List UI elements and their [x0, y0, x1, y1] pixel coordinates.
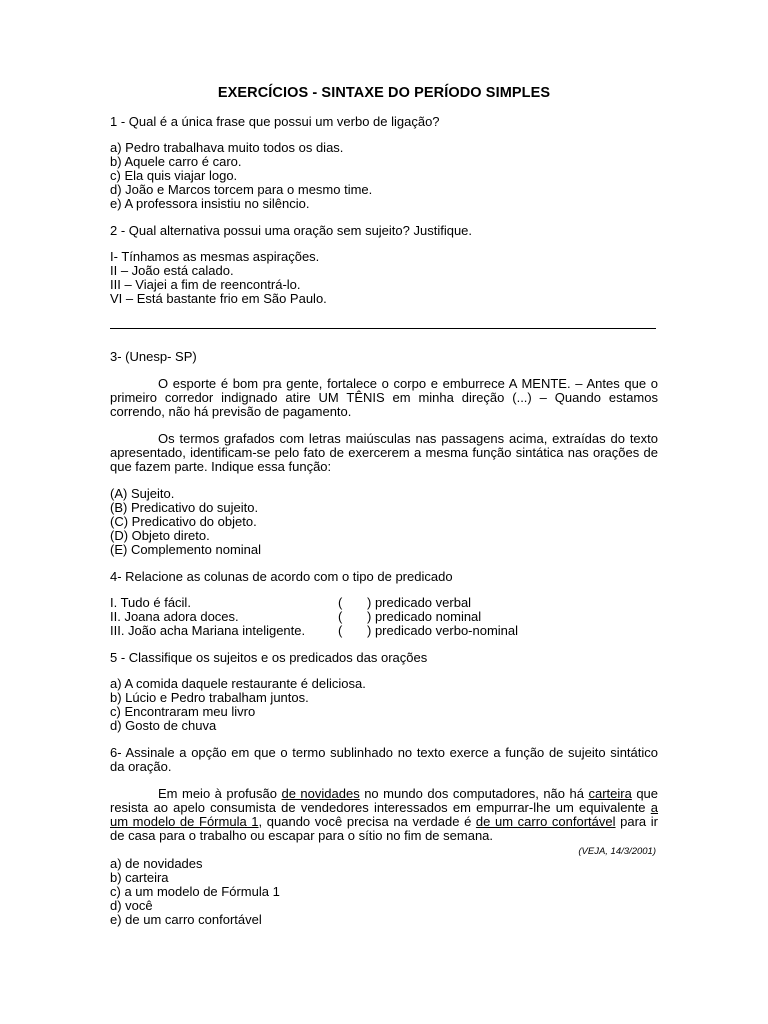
list-item: (E) Complemento nominal	[110, 542, 262, 557]
blank-paren[interactable]: (	[338, 623, 343, 638]
question-2-options	[110, 250, 658, 306]
match-left-item: II. Joana adora doces.	[110, 609, 239, 624]
list-item: II – João está calado.	[110, 263, 234, 278]
question-3-prompt: Os termos grafados com letras maiúsculas nas passagens acima, extraídas do texto apresentado, identificam-se pelo fato de exercerem a mesma função sintática nas orações de que fazem parte. Indique essa função:	[110, 431, 658, 474]
underlined-term: de novidades	[281, 786, 360, 801]
question-1-options	[110, 141, 658, 211]
match-right-label: ) predicado verbo-nominal	[367, 623, 519, 638]
underlined-term: de um carro confortável	[475, 814, 616, 829]
match-row	[110, 624, 658, 638]
list-item: b) carteira	[110, 870, 169, 885]
list-item: c) Ela quis viajar logo.	[110, 168, 238, 183]
question-4-columns	[110, 596, 658, 638]
question-3-text: O esporte é bom pra gente, fortalece o corpo e emburrece A MENTE. – Antes que o primeiro corredor indignado atire UM TÊNIS em minha direção (...) – Quando estamos correndo, não há previsão de pagamento.	[110, 376, 658, 419]
list-item: (B) Predicativo do sujeito.	[110, 500, 259, 515]
list-item: e) A professora insistiu no silêncio.	[110, 196, 310, 211]
match-right-label: ) predicado verbal	[367, 595, 472, 610]
question-2: 2 - Qual alternativa possui uma oração sem sujeito? Justifique.	[110, 223, 473, 238]
list-item: e) de um carro confortável	[110, 912, 262, 927]
blank-paren[interactable]: (	[338, 609, 343, 624]
list-item: c) Encontraram meu livro	[110, 704, 256, 719]
question-6-text	[110, 787, 658, 843]
question-1: 1 - Qual é a única frase que possui um verbo de ligação?	[110, 114, 440, 129]
list-item: (A) Sujeito.	[110, 486, 175, 501]
text-segment: precisa na verdade é	[342, 814, 476, 829]
document-content	[110, 84, 658, 927]
text-segment: , quando	[258, 814, 315, 829]
blank-paren[interactable]: (	[338, 595, 343, 610]
list-item: (D) Objeto direto.	[110, 528, 210, 543]
text-segment: que resista ao apelo consumista de vendedores interessados em empurrar-lhe um equivalente	[110, 786, 659, 815]
list-item: c) a um modelo de Fórmula 1	[110, 884, 280, 899]
term: você	[314, 814, 343, 829]
list-item: d) Gosto de chuva	[110, 718, 217, 733]
question-5: 5 - Classifique os sujeitos e os predicados das orações	[110, 650, 428, 665]
list-item: a) Pedro trabalhava muito todos os dias.	[110, 140, 344, 155]
match-right-label: ) predicado nominal	[367, 609, 482, 624]
text-segment: no mundo dos computadores, não há	[359, 786, 589, 801]
page-title: EXERCÍCIOS - SINTAXE DO PERÍODO SIMPLES	[217, 85, 551, 101]
question-3-options	[110, 487, 658, 557]
underlined-term: carteira	[588, 786, 632, 801]
list-item: a) A comida daquele restaurante é deliciosa.	[110, 676, 366, 691]
list-item: b) Aquele carro é caro.	[110, 154, 242, 169]
answer-line	[110, 328, 656, 329]
list-item: b) Lúcio e Pedro trabalham juntos.	[110, 690, 309, 705]
question-4: 4- Relacione as colunas de acordo com o tipo de predicado	[110, 569, 453, 584]
source-citation: (VEJA, 14/3/2001)	[578, 846, 656, 857]
list-item: I- Tínhamos as mesmas aspirações.	[110, 249, 320, 264]
underlined-term: a um modelo de Fórmula 1	[110, 800, 658, 829]
match-right-item	[338, 596, 471, 610]
match-row	[110, 610, 658, 624]
list-item: III – Viajei a fim de reencontrá-lo.	[110, 277, 301, 292]
match-right-item	[338, 610, 481, 624]
match-right-item	[338, 624, 518, 638]
question-6-options	[110, 857, 658, 927]
text-segment: para ir de casa para o trabalho ou escapar para o sítio no fim de semana.	[110, 814, 658, 843]
list-item: (C) Predicativo do objeto.	[110, 514, 257, 529]
question-3-header: 3- (Unesp- SP)	[110, 349, 197, 364]
text-segment: Em meio à profusão	[158, 786, 282, 801]
match-left-item: I. Tudo é fácil.	[110, 595, 191, 610]
list-item: d) você	[110, 898, 153, 913]
question-6: 6- Assinale a opção em que o termo sublinhado no texto exerce a função de sujeito sintático da oração.	[110, 745, 658, 774]
list-item: a) de novidades	[110, 856, 203, 871]
list-item: VI – Está bastante frio em São Paulo.	[110, 291, 327, 306]
question-5-options	[110, 677, 658, 733]
list-item: d) João e Marcos torcem para o mesmo time.	[110, 182, 373, 197]
match-left-item: III. João acha Mariana inteligente.	[110, 623, 306, 638]
match-row	[110, 596, 658, 610]
